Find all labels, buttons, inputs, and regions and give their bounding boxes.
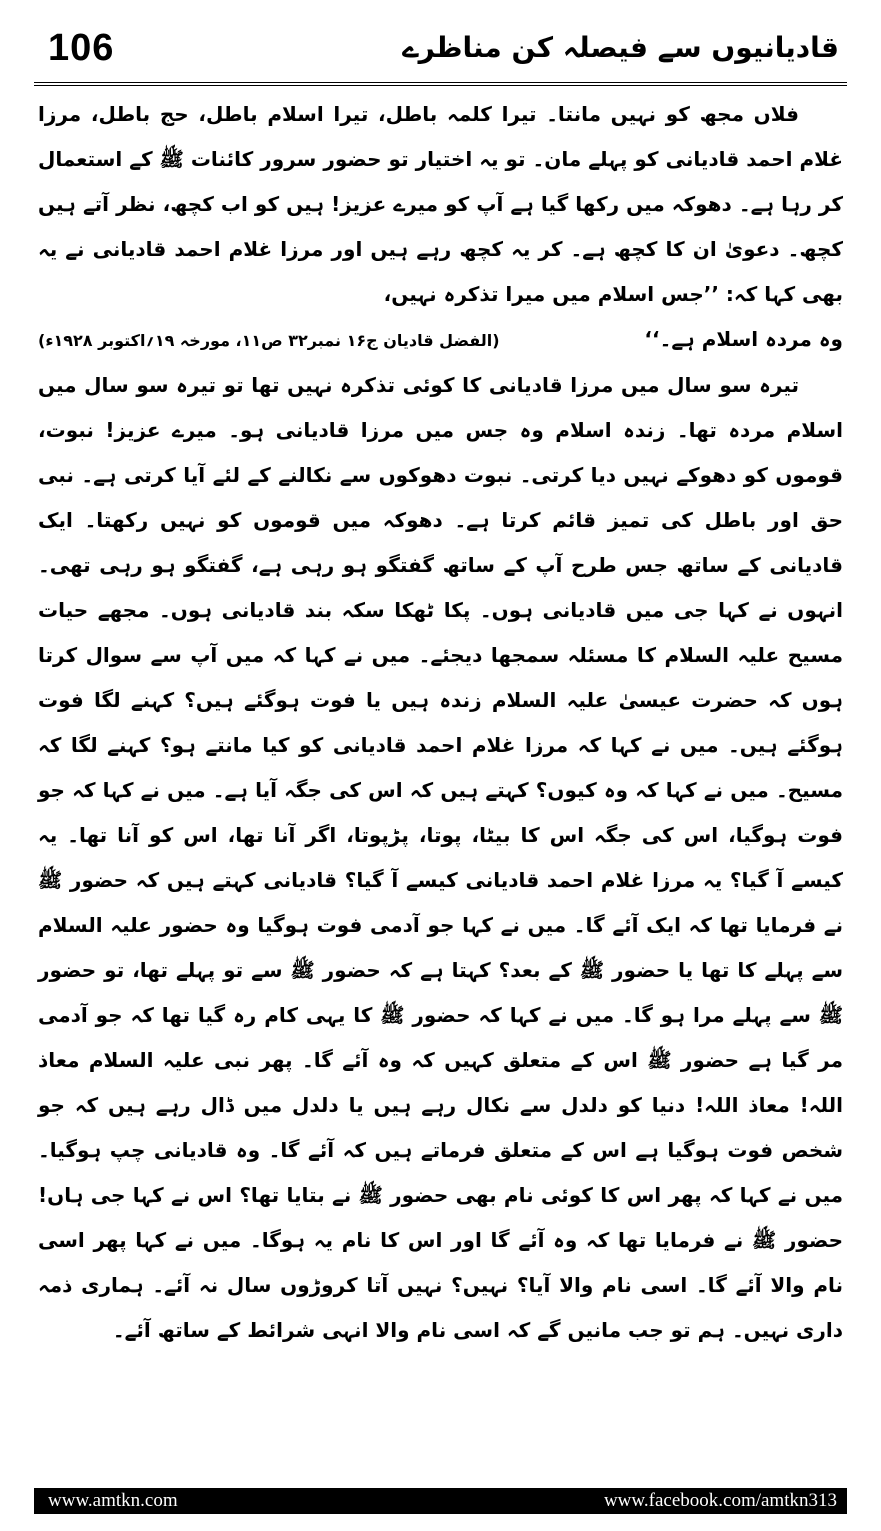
page-header (34, 18, 847, 80)
header-divider (34, 82, 847, 86)
citation-reference: (الفضل قادیان ج۱۶ نمبر۳۲ ص۱۱، مورخہ ۱۹؍اکتوبر ۱۹۲۸ء) (38, 331, 500, 350)
paragraph-2: تیرہ سو سال میں مرزا قادیانی کا کوئی تذکرہ نہیں تھا تو تیرہ سو سال میں اسلام مردہ تھا۔ زندہ اسلام وہ جس میں مرزا قادیانی ہو۔ میرے عزیز! نبوت، قوموں کو دھوکے نہیں دیا کرتی۔ نبوت دھوکوں سے نکالنے کے لئے آیا کرتی ہے۔ نبی حق اور باطل کی تمیز قائم کرتا ہے۔ دھوکہ میں قوموں کو نہیں رکھتا۔ ایک قادیانی کے ساتھ جس طرح آپ کے ساتھ گفتگو ہو رہی ہے، گفتگو ہو رہی تھی۔ انہوں نے کہا جی میں قادیانی ہوں۔ پکا ٹھکا سکہ بند قادیانی ہوں۔ مجھے حیات مسیح علیہ السلام کا مسئلہ سمجھا دیجئے۔ میں نے کہا کہ میں آپ سے سوال کرتا ہوں کہ حضرت عیسیٰ علیہ السلام زندہ ہیں یا فوت ہوگئے ہیں؟ کہنے لگا فوت ہوگئے ہیں۔ میں نے کہا کہ مرزا غلام احمد قادیانی کو کیا مانتے ہو؟ کہنے لگا کہ مسیح۔ میں نے کہا کہ وہ کیوں؟ کہتے ہیں کہ اس کی جگہ آیا ہے۔ میں نے کہا کہ جو فوت ہوگیا، اس کی جگہ اس کا بیٹا، پوتا، پڑپوتا، اگر آنا تھا، اس کو آنا تھا۔ یہ کیسے آ گیا؟ یہ مرزا غلام احمد قادیانی کیسے آ گیا؟ قادیانی کہتے ہیں کہ حضور ﷺ نے فرمایا تھا کہ ایک آئے گا۔ میں نے کہا جو آدمی فوت ہوگیا وہ حضور علیہ السلام سے پہلے کا تھا یا حضور ﷺ کے بعد؟ کہتا ہے کہ حضور ﷺ سے تو پہلے تھا، تو حضور ﷺ سے پہلے مرا ہو گا۔ میں نے کہا کہ حضور ﷺ کا یہی کام رہ گیا تھا کہ جو آدمی مر گیا ہے حضور ﷺ اس کے متعلق کہیں کہ وہ آئے گا۔ پھر نبی علیہ السلام معاذ اللہ! معاذ اللہ! دنیا کو دلدل سے نکال رہے ہیں یا دلدل میں ڈال رہے ہیں کہ جو شخص فوت ہوگیا ہے اس کے متعلق فرماتے ہیں کہ آئے گا۔ وہ قادیانی چپ ہوگیا۔ میں نے کہا کہ پھر اس کا کوئی نام بھی حضور ﷺ نے بتایا تھا؟ اس نے کہا جی ہاں! حضور ﷺ نے فرمایا تھا کہ وہ آئے گا اور اس کا نام یہ ہوگا۔ میں نے کہا پھر اسی نام والا آئے گا۔ اسی نام والا آیا؟ نہیں؟ نہیں آتا کروڑوں سال نہ آئے۔ ہماری ذمہ داری نہیں۔ ہم تو جب مانیں گے کہ اسی نام والا انہی شرائط کے ساتھ آئے۔ (38, 373, 843, 1342)
quote-reference-row (38, 317, 843, 363)
page-body (38, 92, 843, 1480)
facebook-link[interactable]: www.facebook.com/amtkn313 (603, 1490, 837, 1511)
page-number: 106 (48, 27, 115, 69)
quote-end: وہ مردہ اسلام ہے۔‘‘ (644, 327, 843, 351)
book-title: قادیانیوں سے فیصلہ کن مناظرے (402, 31, 839, 64)
website-link[interactable]: www.amtkn.com (48, 1490, 178, 1511)
page-footer (34, 1488, 847, 1514)
paragraph-1: فلاں مجھ کو نہیں مانتا۔ تیرا کلمہ باطل، تیرا اسلام باطل، حج باطل، مرزا غلام احمد قادیانی کو پہلے مان۔ تو یہ اختیار تو حضور سرور کائنات ﷺ کے استعمال کر رہا ہے۔ دھوکہ میں رکھا گیا ہے آپ کو میرے عزیز! ہیں کو اب کچھ، نظر آتے ہیں کچھ۔ دعویٰ ان کا کچھ ہے۔ کر یہ کچھ رہے ہیں اور مرزا غلام احمد قادیانی نے یہ بھی کہا کہ: ’’جس اسلام میں میرا تذکرہ نہیں، (38, 102, 843, 306)
